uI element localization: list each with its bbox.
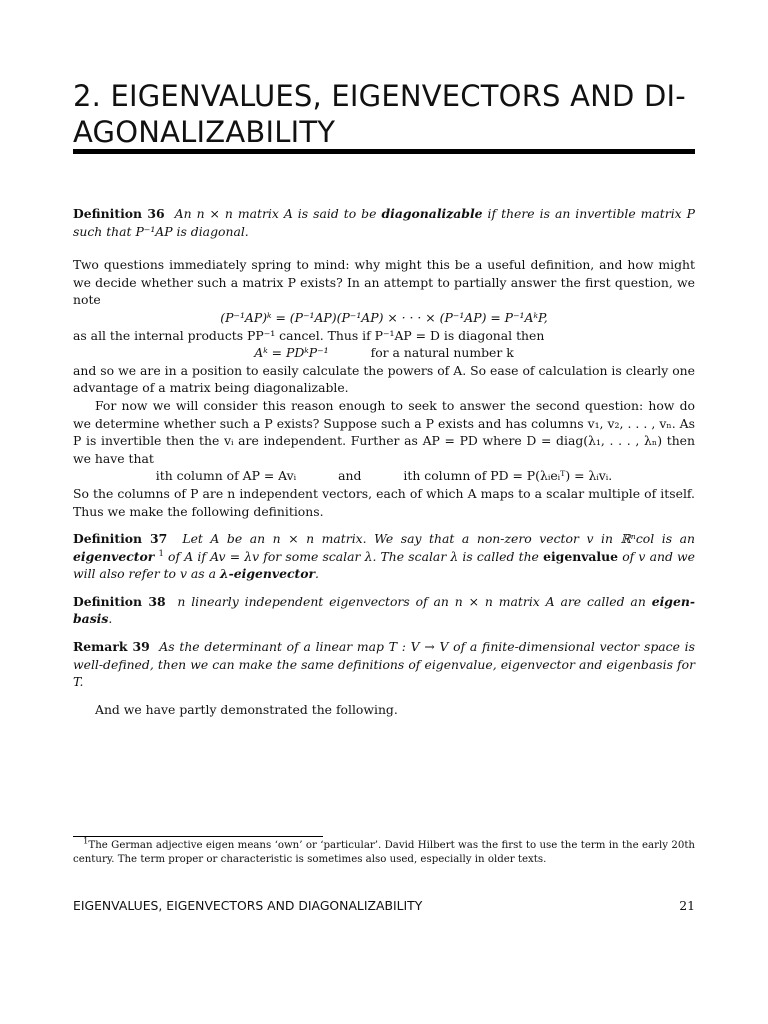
equation-2-condition: for a natural number k	[370, 345, 514, 361]
equation-3-left: ith column of AP = Avᵢ	[155, 468, 297, 484]
footnote-rule	[73, 836, 323, 837]
paragraph-2: as all the internal products PP⁻¹ cancel. Thus if P⁻¹AP = D is diagonal then	[73, 327, 545, 343]
equation-2	[73, 344, 695, 362]
remark-39	[73, 638, 695, 691]
remark-39-text: As the determinant of a linear map T : V → V of a finite-dimensional vector space is well-defined, then we can make the same definitions of eigenvalue, eigenvector and eigenbasis for T.	[73, 639, 695, 690]
definition-37-part3: of v and we will also refer to v as a	[73, 548, 695, 582]
definition-38-heading: Definition 38	[73, 593, 166, 609]
definition-37-term-lambda-eigenvector: λ-eigenvector	[219, 566, 316, 582]
definition-36-term: diagonalizable	[381, 206, 483, 221]
paragraph-6: And we have partly demonstrated the following.	[95, 701, 398, 717]
paragraph-1: Two questions immediately spring to mind: why might this be a useful definition, and how might we decide whether such a matrix P exists? In an attempt to partially answer the first question, we note	[73, 257, 695, 308]
page-number: 21	[679, 898, 695, 913]
definition-36	[73, 205, 695, 240]
equation-3-connector: and	[338, 468, 362, 484]
equation-1: (P⁻¹AP)ᵏ = (P⁻¹AP)(P⁻¹AP) × · · · × (P⁻¹AP) = P⁻¹AᵏP,	[220, 309, 548, 325]
equation-3	[73, 467, 695, 485]
definition-37-part1: Let A be an n × n matrix. We say that a non-zero vector v in ℝⁿcol is an	[182, 531, 695, 547]
definition-37	[73, 530, 695, 583]
main-content	[73, 205, 695, 718]
definition-38	[73, 593, 695, 628]
definition-37-part2: of A if Av = λv for some scalar λ. The scalar λ is called the	[163, 548, 544, 564]
equation-2-formula: Aᵏ = PDᵏP⁻¹	[254, 345, 329, 361]
definition-38-text-before: n linearly independent eigenvectors of an n × n matrix A are called an	[177, 593, 652, 609]
footnote	[73, 836, 695, 868]
equation-3-right: ith column of PD = P(λᵢeᵢᵀ) = λᵢvᵢ.	[403, 468, 613, 484]
footnote-mark[interactable]: 1	[158, 548, 164, 559]
definition-37-term-eigenvalue: eigenvalue	[543, 548, 619, 564]
definition-37-heading: Definition 37	[73, 531, 168, 547]
definition-38-text-after: .	[108, 611, 113, 627]
footnote-text: The German adjective eigen means ‘own’ or ‘particular’. David Hilbert was the first to use the term in the early 20th century. The term proper or characteristic is sometimes also used, especially in older texts.	[73, 840, 695, 866]
chapter-title: 2. EIGENVALUES, EIGENVECTORS AND DI-AGONALIZABILITY	[73, 79, 686, 149]
definition-36-text-after: if there is an invertible matrix P such that P⁻¹AP is diagonal.	[73, 206, 695, 239]
definition-36-text-before: An n × n matrix A is said to be	[174, 206, 382, 221]
paragraph-4: For now we will consider this reason enough to seek to answer the second question: how do we determine whether such a P exists? Suppose such a P exists and has columns v₁, v₂, . . . , vₙ. As P is invertible then the vᵢ are independent. Further as AP = PD where D = diag(λ₁, . . . , λₙ) then we have that	[73, 397, 695, 466]
footnote-number: 1	[83, 836, 89, 847]
paragraph-3: and so we are in a position to easily calculate the powers of A. So ease of calculation is clearly one advantage of a matrix being diagonalizable.	[73, 362, 695, 396]
definition-37-part4: .	[315, 566, 319, 582]
running-title: EIGENVALUES, EIGENVECTORS AND DIAGONALIZABILITY	[73, 898, 423, 913]
title-rule	[73, 149, 695, 154]
document-page	[73, 0, 695, 1024]
remark-39-heading: Remark 39	[73, 639, 150, 655]
definition-38-term: eigen-basis	[73, 593, 695, 627]
paragraph-5: So the columns of P are n independent vectors, each of which A maps to a scalar multiple of itself. Thus we make the following definitions.	[73, 485, 695, 519]
running-footer	[73, 898, 695, 913]
definition-36-heading: Definition 36	[73, 206, 165, 221]
definition-37-term-eigenvector: eigenvector	[73, 548, 155, 564]
